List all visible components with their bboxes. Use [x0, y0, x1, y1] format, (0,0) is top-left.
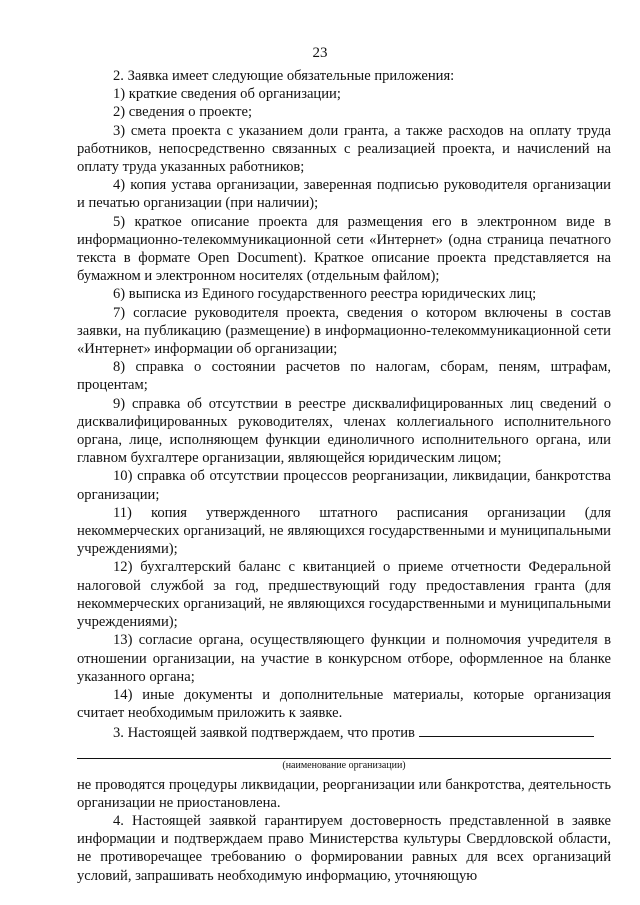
paragraph-item-6: 6) выписка из Единого государственного реестра юридических лиц;: [113, 286, 537, 303]
confirm-continuation: не проводятся процедуры ликвидации, реорганизации или банкротства, деятельность организации не приостановлена.: [77, 776, 611, 811]
confirm-paragraph: [77, 722, 611, 742]
paragraph-item-8: 8) справка о состоянии расчетов по налогам, сборам, пеням, штрафам, процентам;: [77, 359, 611, 394]
paragraph-item-4: 4) копия устава организации, заверенная подписью руководителя организации и печатью организации (при наличии);: [77, 177, 611, 212]
paragraph-item-1: 1) краткие сведения об организации;: [113, 86, 341, 103]
paragraph-item-12: 12) бухгалтерский баланс с квитанцией о приеме отчетности Федеральной налоговой службой за год, предшествующий году предоставления гранта (для некоммерческих организаций, не являющихся государственными и муниципальными учреждениями);: [77, 559, 611, 631]
paragraph-item-11: 11) копия утвержденного штатного расписания организации (для некоммерческих организаций, не являющихся государственными и муниципальными учреждениями);: [77, 504, 611, 558]
paragraph-item-7: 7) согласие руководителя проекта, сведения о котором включены в состав заявки, на публикацию (размещение) в информационно-телекоммуникационной сети «Интернет» информации об организации;: [77, 304, 611, 358]
paragraph-item-13: 13) согласие органа, осуществляющего функции и полномочия учредителя в отношении организации, на участие в конкурсном отборе, оформленное на бланке указанного органа;: [77, 632, 611, 685]
paragraph-item-9: 9) справка об отсутствии в реестре дисквалифицированных лиц сведений о дисквалифицированных руководителях, членах коллегиального исполнительного органа, лице, исполняющем функции единоличного исполнительного органа, или главном бухгалтере организации, являющейся юридическим лицом;: [77, 395, 611, 467]
org-name-line[interactable]: [77, 744, 611, 759]
paragraph-appendices-heading: 2. Заявка имеет следующие обязательные приложения:: [113, 68, 455, 84]
paragraph-item-2: 2) сведения о проекте;: [113, 104, 253, 121]
confirm-text: 3. Настоящей заявкой подтверждаем, что против: [113, 725, 415, 742]
org-name-caption: (наименование организации): [282, 759, 406, 771]
paragraph-item-14: 14) иные документы и дополнительные материалы, которые организация считает необходимым приложить к заявке.: [77, 686, 611, 722]
page-number: 23: [312, 45, 328, 61]
guarantee-paragraph: 4. Настоящей заявкой гарантируем достоверность представленной в заявке информации и подтверждаем право Министерства культуры Свердловской области, не противоречащее требованию о формировании равных для всех организаций условий, запрашивать необходимую информацию, уточняющую: [77, 812, 611, 884]
paragraph-item-5: 5) краткое описание проекта для размещения его в электронном виде в информационно-телекоммуникационной сети «Интернет» (одна страница печатного текста в формате Open Document). Краткое описание проекта представляется на бумажном и электронном носителях (отдельным файлом);: [77, 213, 611, 285]
paragraph-item-10: 10) справка об отсутствии процессов реорганизации, ликвидации, банкротства организации;: [77, 468, 611, 503]
paragraph-item-3: 3) смета проекта с указанием доли гранта, а также расходов на оплату труда работников, непосредственно связанных с реализацией проекта, и начислений на оплату труда указанных работников;: [77, 122, 611, 176]
document-body: [77, 67, 611, 885]
org-name-blank[interactable]: [419, 722, 594, 737]
